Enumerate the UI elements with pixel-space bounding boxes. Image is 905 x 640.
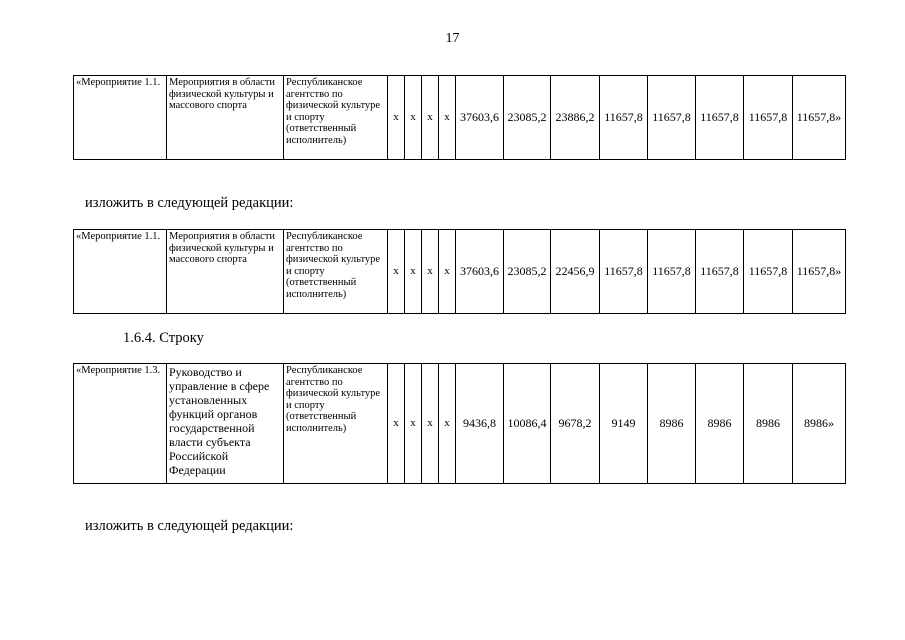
value-cell: 9678,2 (551, 364, 600, 484)
x-mark-cell: x (422, 364, 439, 484)
agency-cell: Республиканское агентство по физической культуре и спорту (ответственный исполнитель) (284, 364, 388, 484)
value-cell: 8986» (793, 364, 846, 484)
value-cell: 11657,8» (793, 76, 846, 160)
x-mark-cell: x (388, 76, 405, 160)
x-mark-cell: x (405, 230, 422, 314)
value-cell: 11657,8 (648, 230, 696, 314)
event-name-cell: Мероприятия в области физической культуры и массового спорта (167, 76, 284, 160)
x-mark-cell: x (388, 364, 405, 484)
value-cell: 8986 (696, 364, 744, 484)
edit-instruction-1: изложить в следующей редакции: (85, 195, 294, 211)
value-cell: 11657,8 (696, 230, 744, 314)
value-cell: 9436,8 (456, 364, 504, 484)
table-row-event-1-1-old (73, 75, 846, 160)
value-cell: 11657,8 (648, 76, 696, 160)
value-cell: 37603,6 (456, 76, 504, 160)
value-cell: 11657,8 (600, 230, 648, 314)
page-number: 17 (445, 31, 460, 46)
x-mark-cell: x (439, 364, 456, 484)
x-mark-cell: x (405, 364, 422, 484)
table-row-event-1-1-new (73, 229, 846, 314)
x-mark-cell: x (422, 230, 439, 314)
event-name-cell: Мероприятия в области физической культуры и массового спорта (167, 230, 284, 314)
event-cell: «Мероприятие 1.3. (74, 364, 167, 484)
x-mark-cell: x (439, 230, 456, 314)
value-cell: 37603,6 (456, 230, 504, 314)
edit-instruction-2: изложить в следующей редакции: (85, 518, 294, 534)
agency-cell: Республиканское агентство по физической культуре и спорту (ответственный исполнитель) (284, 76, 388, 160)
x-mark-cell: x (405, 76, 422, 160)
event-cell: «Мероприятие 1.1. (74, 230, 167, 314)
agency-cell: Республиканское агентство по физической культуре и спорту (ответственный исполнитель) (284, 230, 388, 314)
value-cell: 11657,8» (793, 230, 846, 314)
value-cell: 23886,2 (551, 76, 600, 160)
value-cell: 11657,8 (744, 230, 793, 314)
event-name-cell: Руководство и управление в сфере установленных функций органов государственной власти субъекта Российской Федерации (167, 364, 284, 484)
value-cell: 8986 (648, 364, 696, 484)
table-row-event-1-3 (73, 363, 846, 484)
value-cell: 23085,2 (504, 230, 551, 314)
value-cell: 11657,8 (600, 76, 648, 160)
value-cell: 23085,2 (504, 76, 551, 160)
value-cell: 8986 (744, 364, 793, 484)
value-cell: 11657,8 (744, 76, 793, 160)
section-heading: 1.6.4. Строку (123, 330, 204, 346)
value-cell: 10086,4 (504, 364, 551, 484)
x-mark-cell: x (422, 76, 439, 160)
event-cell: «Мероприятие 1.1. (74, 76, 167, 160)
x-mark-cell: x (388, 230, 405, 314)
x-mark-cell: x (439, 76, 456, 160)
value-cell: 22456,9 (551, 230, 600, 314)
value-cell: 9149 (600, 364, 648, 484)
value-cell: 11657,8 (696, 76, 744, 160)
